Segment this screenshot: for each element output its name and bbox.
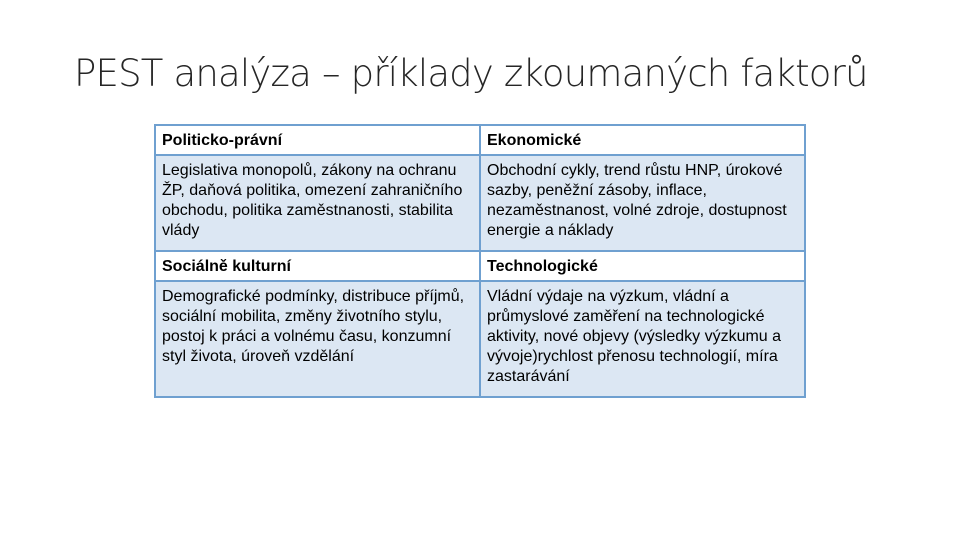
technological-header: Technologické [480,251,805,281]
technological-content: Vládní výdaje na výzkum, vládní a průmyslové zaměření na technologické aktivity, nové objevy (výsledky výzkumu a vývoje)rychlost přenosu technologií, míra zastarávání [480,281,805,397]
table-row [155,281,805,397]
economic-header: Ekonomické [480,125,805,155]
political-header: Politicko-právní [155,125,480,155]
table-row [155,155,805,251]
social-content: Demografické podmínky, distribuce příjmů, sociální mobilita, změny životního stylu, postoj k práci a volnému času, konzumní styl života, úroveň vzdělání [155,281,480,397]
slide-title: PEST analýza – příklady zkoumaných faktorů [74,52,868,95]
political-content: Legislativa monopolů, zákony na ochranu ŽP, daňová politika, omezení zahraničního obchodu, politika zaměstnanosti, stabilita vlády [155,155,480,251]
pest-table [154,124,806,398]
economic-content: Obchodní cykly, trend růstu HNP, úrokové sazby, peněžní zásoby, inflace, nezaměstnanost, volné zdroje, dostupnost energie a náklady [480,155,805,251]
social-header: Sociálně kulturní [155,251,480,281]
table-row [155,251,805,281]
table-row [155,125,805,155]
